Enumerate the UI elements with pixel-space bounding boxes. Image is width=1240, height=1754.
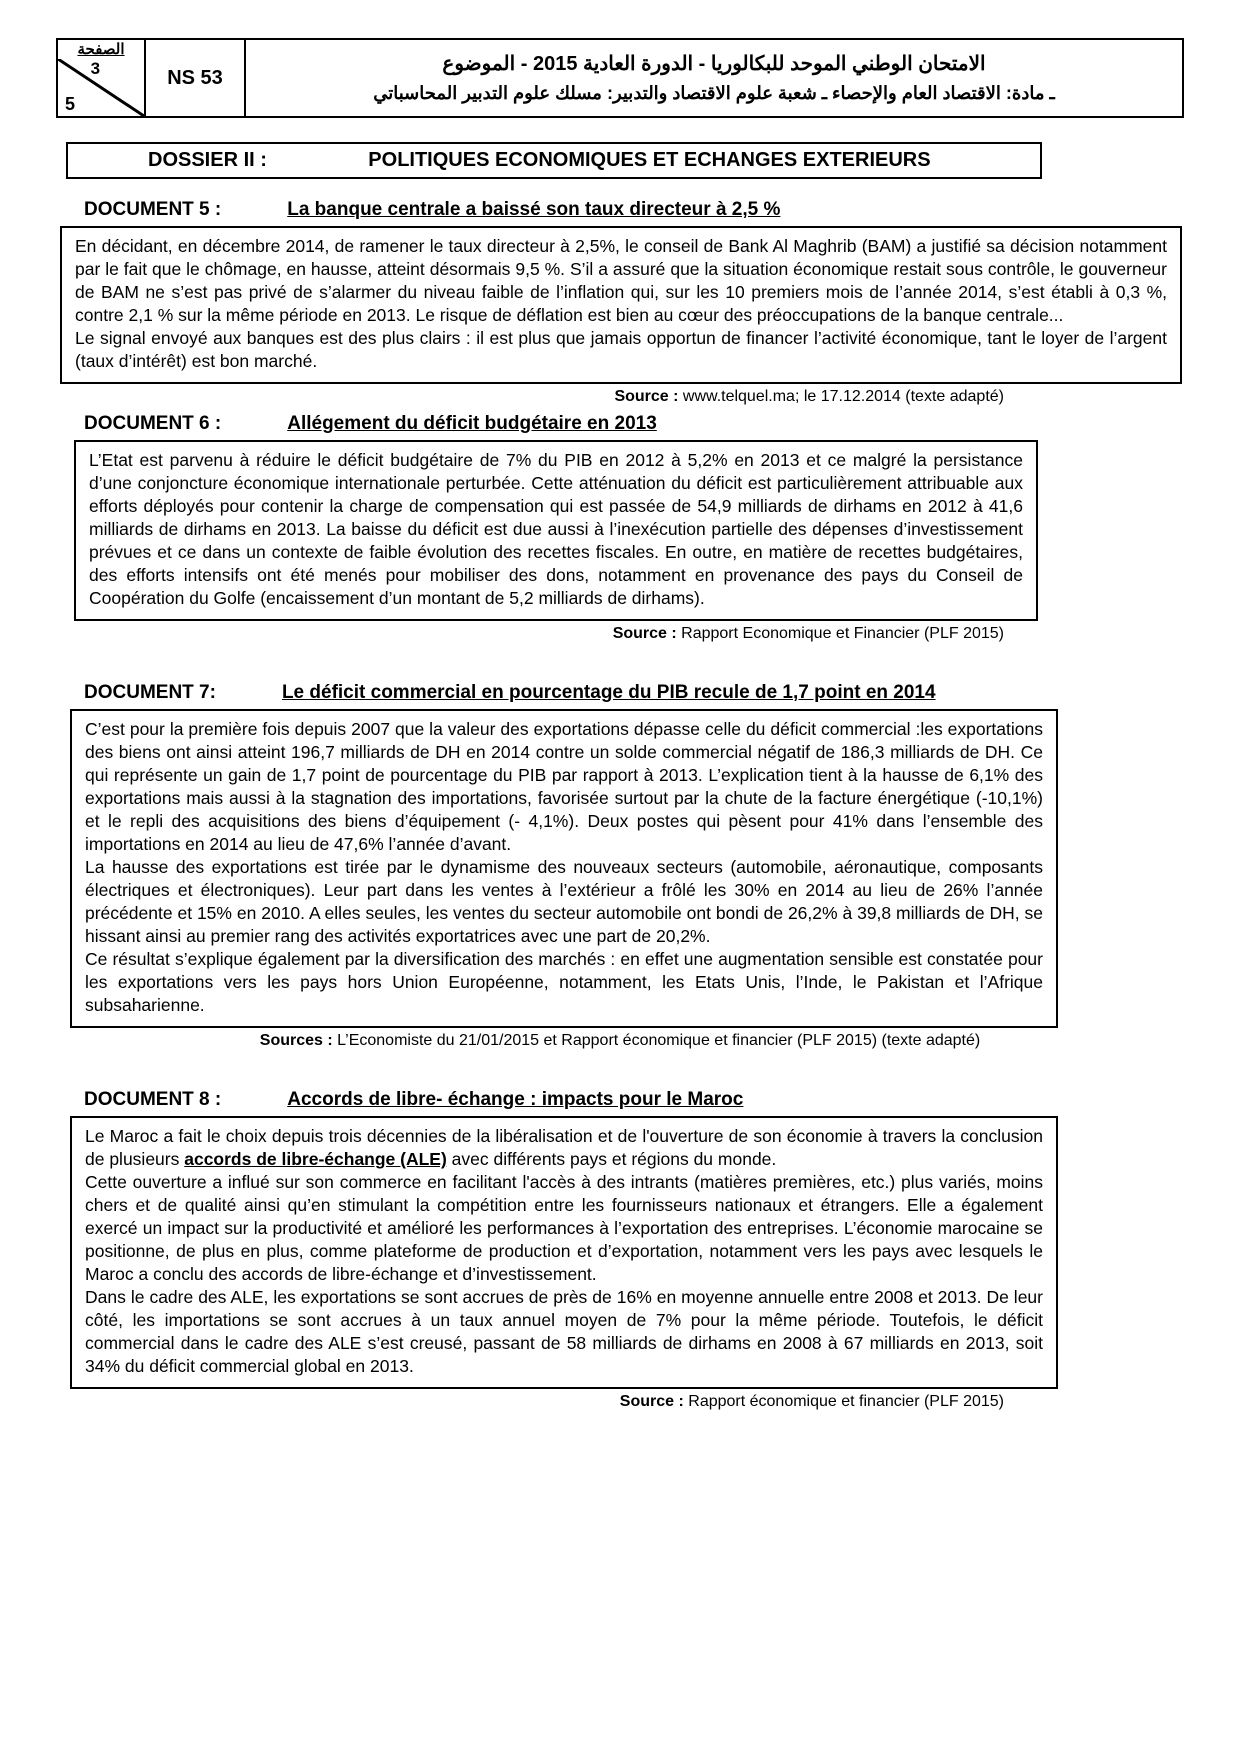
document-8-p1-text-after: avec différents pays et régions du monde. [446, 1149, 777, 1169]
dossier-banner [66, 142, 1042, 179]
exam-title-line2: ـ مادة: الاقتصاد العام والإحصاء ـ شعبة علوم الاقتصاد والتدبير: مسلك علوم التدبير المحاسباتي [373, 83, 1055, 103]
document-5-heading [84, 199, 1184, 221]
document-6-paragraph-1: L’Etat est parvenu à réduire le déficit budgétaire de 7% du PIB en 2012 à 5,2% en 2013 et ce malgré la persistance d’une conjoncture économique internationale perturbée. Cette atténuation du déficit est particulièrement attribuable aux efforts déployés pour contenir la charge de compensation qui est passée de 54,9 milliards de dirhams en 2012 à 41,6 milliards de dirhams en 2013. La baisse du déficit est due aussi à l’inexécution partielle des dépenses d’investissement prévues et ce dans un contexte de faible évolution des recettes fiscales. En outre, en matière de recettes budgétaires, des efforts intensifs ont été menés pour mobiliser des dons, notamment en provenance des pays du Conseil de Coopération du Golfe (encaissement d’un montant de 5,2 milliards de dirhams). [89, 450, 1023, 608]
document-8-paragraph-2: Cette ouverture a influé sur son commerce en facilitant l'accès à des intrants (matières premières, etc.) plus variés, moins chers et de qualité ainsi qu’en stimulant la compétition entre les fournisseurs nationaux et étrangers. Elle a également exercé un impact sur la productivité et amélioré les performances à l’exportation des entreprises. L’économie marocaine se positionne, de plus en plus, comme plateforme de production et d’exportation, notamment vers les pays avec lesquels le Maroc a conclu des accords de libre-échange et d’investissement. [85, 1172, 1043, 1284]
document-8-source [56, 1392, 1184, 1412]
document-5-label: DOCUMENT 5 : [84, 199, 222, 220]
document-8-source-label: Source : [619, 1393, 684, 1410]
document-7-paragraph-3: Ce résultat s’explique également par la diversification des marchés : en effet une augmentation sensible est constatée pour les exportations vers les pays hors Union Européenne, notamment, les Etats Unis, l’Inde, le Pakistan et l’Afrique subsaharienne. [85, 949, 1043, 1015]
document-7-title: Le déficit commercial en pourcentage du PIB recule de 1,7 point en 2014 [281, 682, 936, 703]
page-header [56, 38, 1184, 118]
exam-reference: NS 53 [144, 38, 246, 118]
document-6-source [56, 624, 1184, 644]
document-7-paragraph-1: C’est pour la première fois depuis 2007 que la valeur des exportations dépasse celle du déficit commercial :les exportations des biens ont ainsi atteint 196,7 milliards de DH en 2014 contre un solde commercial négatif de 186,3 milliards de DH. Ce qui représente un gain de 1,7 point de pourcentage du PIB par rapport à 2013. L’explication tient à la hausse de 6,1% des exportations mais aussi à la stagnation des importations, favorisée surtout par la chute de la facture énergétique (-10,1%) et le repli des acquisitions des biens d’équipement (- 4,1%). Deux postes qui pèsent pour 41% dans l’ensemble des importations en 2014 au lieu de 47,6% l’année d’avant. [85, 719, 1043, 854]
dossier-title: POLITIQUES ECONOMIQUES ET ECHANGES EXTERIEURS [368, 149, 931, 171]
document-5-title: La banque centrale a baissé son taux directeur à 2,5 % [287, 199, 781, 220]
exam-title-box [244, 38, 1184, 118]
section-spacer [56, 1051, 1184, 1069]
document-6-label: DOCUMENT 6 : [84, 413, 222, 434]
document-7-paragraph-2: La hausse des exportations est tirée par le dynamisme des nouveaux secteurs (automobile, aéronautique, composants électriques et électroniques). Leur part dans les ventes à l’extérieur a frôlé les 30% en 2014 au lieu de 26% l’année précédente et 15% en 2010. A elles seules, les ventes du secteur automobile ont bondi de 26,2% à 39,8 milliards de DH, se hissant ainsi au premier rang des activités exportatrices avec une part de 20,2%. [85, 857, 1043, 946]
exam-title-line1: الامتحان الوطني الموحد للبكالوريا - الدورة العادية 2015 - الموضوع [442, 53, 986, 75]
document-8-body [70, 1116, 1058, 1389]
document-7 [56, 682, 1184, 1051]
page-label: الصفحة [77, 41, 125, 58]
document-8 [56, 1089, 1184, 1412]
document-6-source-text: Rapport Economique et Financier (PLF 2015) [681, 625, 1004, 642]
dossier-label: DOSSIER II : [148, 149, 267, 171]
document-5-body [60, 226, 1182, 384]
page-fraction [58, 59, 144, 116]
document-7-source-label: Sources : [259, 1032, 333, 1049]
document-5 [56, 199, 1184, 407]
document-6-heading [84, 413, 1184, 435]
document-7-label: DOCUMENT 7: [84, 682, 216, 703]
document-5-source-label: Source : [614, 388, 679, 405]
document-8-p1-ale-term: accords de libre-échange (ALE) [184, 1149, 447, 1169]
document-8-paragraph-3: Dans le cadre des ALE, les exportations se sont accrues de près de 16% en moyenne annuelle entre 2008 et 2013. De leur côté, les importations se sont accrues à un taux annuel moyen de 7% pour la même période. Toutefois, le déficit commercial dans le cadre des ALE s’est creusé, passant de 58 milliards de dirhams en 2008 à 67 milliards en 2013, soit 34% du déficit commercial global en 2013. [85, 1287, 1043, 1376]
document-7-source-text: L’Economiste du 21/01/2015 et Rapport économique et financier (PLF 2015) (texte adapté) [337, 1032, 981, 1049]
document-5-source [56, 387, 1184, 407]
document-6-body [74, 440, 1038, 621]
document-5-paragraph-1: En décidant, en décembre 2014, de ramener le taux directeur à 2,5%, le conseil de Bank Al Maghrib (BAM) a justifié sa décision notamment par le fait que le chômage, en hausse, atteint désormais 9,5 %. S’il a assuré que la situation économique restait sous contrôle, le gouverneur de BAM ne s’est pas privé de s’alarmer du niveau faible de l’inflation qui, sur les 10 premiers mois de l’année 2014, s’est établi à 0,3 %, contre 2,1 % sur la même période en 2013. Le risque de déflation est bien au cœur des préoccupations de la banque centrale... [75, 236, 1167, 325]
document-8-title: Accords de libre- échange : impacts pour le Maroc [287, 1089, 744, 1110]
document-6 [56, 413, 1184, 644]
document-7-body [70, 709, 1058, 1028]
document-8-source-text: Rapport économique et financier (PLF 2015) [688, 1393, 1004, 1410]
document-5-source-text: www.telquel.ma; le 17.12.2014 (texte adapté) [682, 388, 1004, 405]
section-spacer [56, 644, 1184, 662]
document-8-paragraph-1 [85, 1125, 1043, 1171]
document-8-p1-text-before: Le Maroc a fait le choix depuis trois décennies de la libéralisation et de l'ouverture de son économie à travers la conclusion de plusieurs [85, 1126, 1043, 1169]
page-number-box [56, 38, 146, 118]
document-8-heading [84, 1089, 1184, 1111]
document-5-paragraph-2: Le signal envoyé aux banques est des plus clairs : il est plus que jamais opportun de financer l’activité économique, tant le loyer de l’argent (taux d’intérêt) est bon marché. [75, 328, 1167, 371]
document-7-heading [84, 682, 1184, 704]
page-current: 3 [90, 59, 101, 78]
page-total: 5 [65, 94, 76, 114]
document-8-label: DOCUMENT 8 : [84, 1089, 222, 1110]
document-6-source-label: Source : [612, 625, 677, 642]
document-6-title: Allégement du déficit budgétaire en 2013 [287, 413, 657, 434]
document-7-source [56, 1031, 1184, 1051]
